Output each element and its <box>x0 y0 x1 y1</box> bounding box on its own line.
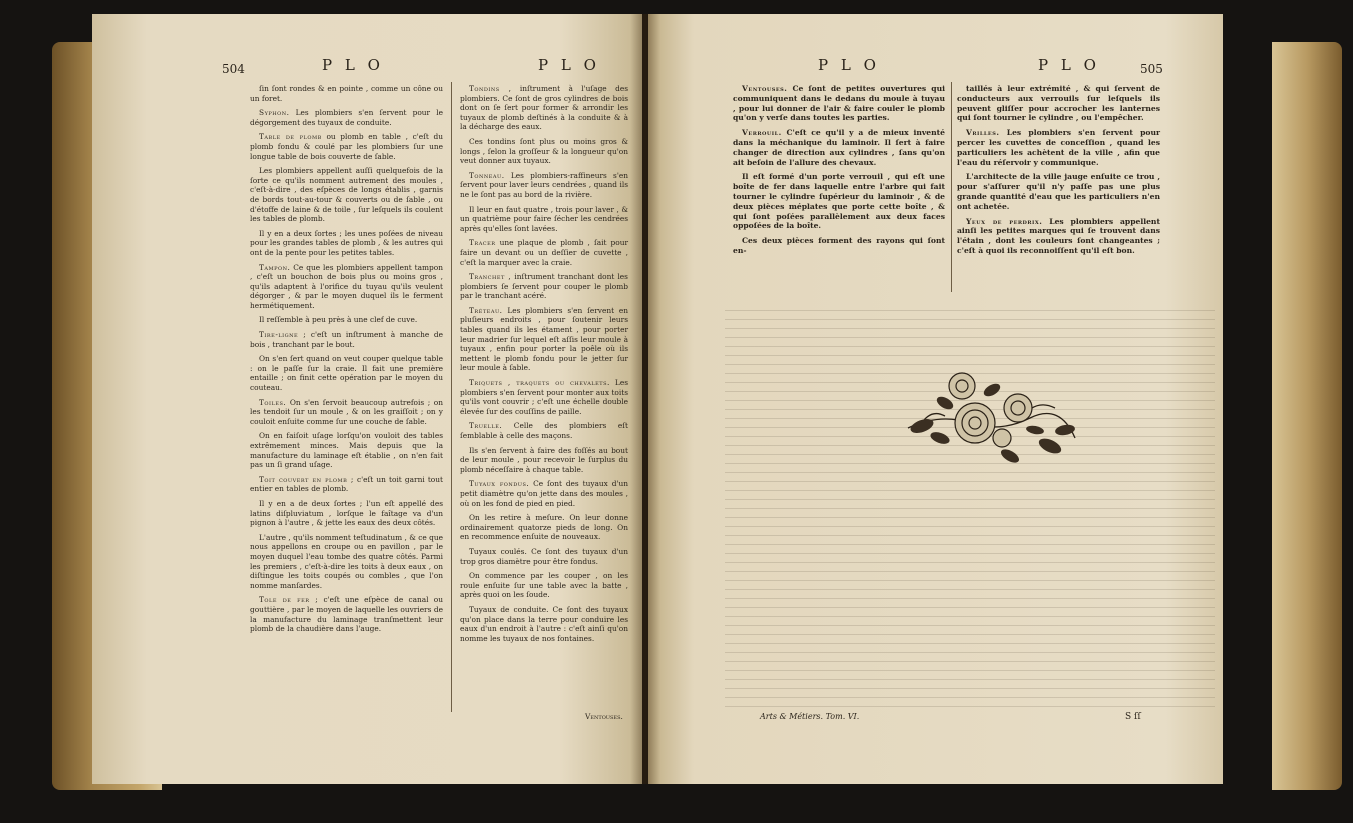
paragraph <box>250 330 443 349</box>
paragraph <box>957 172 1160 211</box>
paragraph <box>250 229 443 258</box>
paragraph <box>733 84 945 123</box>
paragraph <box>733 236 945 256</box>
paragraph <box>460 446 628 475</box>
entry-text: ſin ſont rondes & en pointe , comme un cône ou un foret. <box>250 84 443 103</box>
paragraph <box>460 421 628 440</box>
entry-text: Il y en a de deux ſortes ; l'un eſt appellé des latins diſpluviatum , lorſque le faîtage va d'un pignon à l'autre , & jette les eaux des deux côtés. <box>250 498 443 528</box>
right-page-number: 505 <box>1140 62 1163 76</box>
entry-text: Ils s'en ſervent à faire des foſſés au bout de leur moule , pour recevoir le ſurplus du plomb néceſſaire à chaque table. <box>460 445 628 474</box>
paragraph <box>460 306 628 373</box>
paragraph <box>460 513 628 542</box>
book-gutter <box>630 14 660 784</box>
entry-text: c'eſt un inſtrument à manche de bois , tranchant par le bout. <box>250 330 443 349</box>
entry-headword: Tampon. <box>259 262 291 272</box>
entry-text: taillés à leur extrémité , & qui ſervent de conducteurs aux verrouils ſur leſquels ils peuvent gliſſer pour accrocher les lanternes qui ſont tourner le cylindre , ou l'empêcher. <box>957 84 1160 123</box>
paragraph <box>460 378 628 416</box>
entry-headword: Tonneau. <box>469 170 505 180</box>
paragraph <box>250 475 443 494</box>
paragraph <box>250 166 443 224</box>
paragraph <box>250 533 443 591</box>
page-edges-right <box>1272 42 1342 790</box>
entry-text: L'architecte de la ville jauge enſuite ce trou , pour s'aſſurer qu'il n'y paſſe pas une plus grande quantité d'eau que les particuliers n'en ont achetée. <box>957 172 1160 211</box>
entry-text: Celle des plombiers eſt ſemblable à celle des maçons. <box>460 421 628 440</box>
left-page-column-1 <box>250 84 443 639</box>
right-page-column-1 <box>733 84 945 261</box>
entry-text: inſtrument à l'uſage des plombiers. Ce ſont de gros cylindres de bois dont on ſe ſert pour former & arrondir les tuyaux de plomb deſtinés à la conduite & à la décharge des eaux. <box>460 84 628 132</box>
entry-text: inſtrument tranchant dont les plombiers ſe ſervent pour couper le plomb par le tranchant acéré. <box>460 272 628 301</box>
entry-text: Ces tondins ſont plus ou moins gros & longs , ſelon la groſſeur & la longueur qu'on veut donner aux tuyaux. <box>460 136 628 166</box>
paragraph <box>957 128 1160 167</box>
paragraph <box>250 315 443 325</box>
volume-footer: Arts & Métiers. Tom. VI. <box>760 712 860 721</box>
paragraph <box>250 595 443 633</box>
paragraph <box>250 398 443 427</box>
entry-text: c'eſt un toit garni tout entier en tables de plomb. <box>250 474 443 494</box>
paragraph <box>957 217 1160 256</box>
paragraph <box>460 547 628 566</box>
paragraph <box>250 108 443 127</box>
right-page-column-2 <box>957 84 1160 261</box>
paragraph <box>250 132 443 161</box>
entry-text: Tuyaux de conduite. Ce ſont des tuyaux qu'on place dans la terre pour conduire les eaux d'un endroit à l'autre : c'eſt ainſi qu'on nomme les tuyaux de nos fontaines. <box>460 604 628 643</box>
left-running-head-2: P L O <box>538 56 600 74</box>
left-column-rule <box>451 82 452 712</box>
paragraph <box>460 479 628 508</box>
entry-headword: Tréteau. <box>469 305 503 315</box>
entry-text: Il leur en faut quatre , trois pour laver , & un quatrième pour faire ſécher les cendrées après qu'elles ſont lavées. <box>460 204 628 233</box>
paragraph <box>460 137 628 166</box>
entry-headword: Toit couvert en plomb ; <box>259 474 354 484</box>
paragraph <box>733 128 945 167</box>
entry-text: C'eſt ce qu'il y a de mieux inventé dans la méchanique du laminoir. Il ſert à faire changer de direction aux cylindres , ſans qu'on ait beſoin de l'allure des chevaux. <box>733 128 945 167</box>
entry-headword: Toiles. <box>259 397 287 407</box>
paragraph <box>250 499 443 528</box>
floral-ornament-vignette <box>900 368 1080 478</box>
entry-text: une plaque de plomb , ſait pour faire un devant ou un deſſier de cuvette , c'eſt la marquer avec la craie. <box>460 238 628 267</box>
paragraph <box>460 84 628 132</box>
entry-headword: Tire-ligne ; <box>259 330 307 340</box>
catchword: Ventouses. <box>585 712 623 721</box>
left-page-column-2 <box>460 84 628 648</box>
paragraph <box>460 171 628 200</box>
entry-headword: Syphon. <box>259 108 290 118</box>
entry-headword: Triquets , traquets ou chevalets. <box>469 378 610 388</box>
entry-text: Ce ſont des tuyaux d'un petit diamètre qu'on jette dans des moules , où on les fond de pied en pied. <box>460 479 628 508</box>
entry-text: On commence par les couper , on les roule enſuite ſur une table avec la batte , après quoi on les ſoude. <box>460 571 628 600</box>
entry-text: On s'en ſert quand on veut couper quelque table : on le paſſe ſur la craie. Il fait une première entaille ; on finit cette opération par le moyen du couteau. <box>250 354 443 393</box>
entry-headword: Truelle. <box>469 421 503 431</box>
entry-headword: Tondins , <box>469 84 512 93</box>
entry-headword: Tuyaux fondus. <box>469 479 530 489</box>
entry-text: Il reſſemble à peu près à une clef de cuve. <box>259 315 418 325</box>
entry-text: Les plombiers appellent ainſi les petites marques qui ſe trouvent dans l'étain , dont les couleurs ſont changeantes ; c'eſt à quoi ils reconnoiſſent qu'il eſt bon. <box>957 216 1160 255</box>
entry-text: ou plomb en table , c'eſt du plomb fondu & coulé par les plombiers ſur une longue table de bois couverte de ſable. <box>250 132 443 161</box>
entry-text: c'eſt une eſpèce de canal ou gouttière , par le moyen de laquelle les ouvriers de la manufacture du laminage tranſmettent leur plomb de la chaudière dans l'auge. <box>250 595 443 634</box>
paragraph <box>250 354 443 392</box>
entry-text: On les retire à meſure. On leur donne ordinairement quatorze pieds de long. On en recommence enſuite de nouveaux. <box>460 513 628 542</box>
right-column-rule <box>951 82 952 292</box>
paragraph <box>460 571 628 600</box>
entry-text: L'autre , qu'ils nomment teſtudinatum , & ce que nous appellons en croupe ou en pavillon , par le moyen duquel l'eau tombe des quatre côtés. Parmi les premiers , c'eſt-à-dire les toits à deux eaux , on diſtingue les toits coupés ou combles , que l'on nomme manſardes. <box>250 532 443 590</box>
entry-text: On s'en ſervoit beaucoup autrefois ; on les tendoit ſur un moule , & on les graiſſoit ; on y couloit enſuite comme ſur une couche de ſable. <box>250 397 443 426</box>
entry-text: Les plombiers-raffineurs s'en ſervent pour laver leurs cendrées , quand ils ne le ſont pas au bord de la rivière. <box>460 170 628 199</box>
entry-headword: Ventouses. <box>742 84 788 93</box>
entry-text: Les plombiers s'en ſervent pour monter aux toits qu'ils vont couvrir ; c'eſt une échelle double élevée ſur des couſſins de paille. <box>460 378 628 416</box>
paragraph <box>250 431 443 469</box>
paragraph <box>460 238 628 267</box>
entry-text: Il eſt formé d'un porte verrouil , qui eſt une boîte de fer dans laquelle entre l'arbre qui fait tourner le cylindre ſupérieur du laminoir , & de deux pièces méplates que porte cette boîte , & qui ſont poſées parallèlement aux deux faces oppoſées de la boîte. <box>733 172 945 231</box>
left-running-head-1: P L O <box>322 56 384 74</box>
paragraph <box>957 84 1160 123</box>
entry-text: Ce ſont de petites ouvertures qui communiquent dans le dedans du moule à tuyau , pour lui donner de l'air & faire couler le plomb qu'on y verſe dans toutes les parties. <box>733 84 945 123</box>
left-page-number: 504 <box>222 62 245 76</box>
entry-headword: Yeux de perdrix. <box>966 216 1043 226</box>
entry-headword: Tole de fer ; <box>259 595 319 605</box>
entry-text: Ce que les plombiers appellent tampon , c'eſt un bouchon de bois plus ou moins gros , qu'ils adaptent à l'orifice du tuyau qu'ils veulent dégorger , & par le moyen duquel ils le ferment hermétiquement. <box>250 262 443 310</box>
paragraph <box>460 205 628 234</box>
entry-text: Les plombiers s'en ſervent pour le dégorgement des tuyaux de conduite. <box>250 108 443 127</box>
entry-headword: Tracer <box>469 238 496 248</box>
paragraph <box>460 272 628 301</box>
entry-text: Les plombiers s'en ſervent en pluſieurs endroits , pour ſoutenir leurs tables quand ils les étament , pour porter leur madrier ſur lequel eſt aſſis leur moule à tuyaux , enfin pour porter la poêle où ils mettent le plomb fondu pour le jetter ſur leur moule à ſable. <box>460 305 628 373</box>
entry-text: Les plombiers appellent auſſi quelquefois de la ſorte ce qu'ils nomment autrement des moules , c'eſt-à-dire , des eſpèces de longs établis , garnis de bords tout-au-tour & couverts ou de ſable , ou d'étoffe de laine & de toile , ſur leſquels ils coulent les tables de plomb. <box>250 166 443 224</box>
entry-text: Il y en a deux ſortes ; les unes poſées de niveau pour les grandes tables de plomb , & les autres qui ont de la pente pour les petites tables. <box>250 228 443 257</box>
entry-text: On en faiſoit uſage lorſqu'on vouloit des tables extrêmement minces. Mais depuis que la manufacture du laminage eſt établie , on n'en fait pas un ſi grand uſage. <box>250 431 443 470</box>
paragraph <box>250 263 443 311</box>
entry-headword: Table de plomb <box>259 132 322 142</box>
paragraph <box>250 84 443 103</box>
entry-headword: Vrilles. <box>966 128 1000 138</box>
signature-mark: S ſſ <box>1125 712 1141 722</box>
entry-text: Ces deux pièces forment des rayons qui ſont en- <box>733 236 945 255</box>
entry-text: Les plombiers s'en ſervent pour percer les cuvettes de conceſſion , quand les particuliers les achètent de la ville , afin que l'eau du réſervoir y communique. <box>957 128 1160 167</box>
entry-headword: Verrouil. <box>742 128 782 138</box>
right-running-head-1: P L O <box>818 56 880 74</box>
right-running-head-2: P L O <box>1038 56 1100 74</box>
entry-headword: Tranchet , <box>469 272 512 282</box>
paragraph <box>733 172 945 231</box>
entry-text: Tuyaux coulés. Ce ſont des tuyaux d'un trop gros diamètre pour être fondus. <box>460 546 628 566</box>
paragraph <box>460 605 628 643</box>
